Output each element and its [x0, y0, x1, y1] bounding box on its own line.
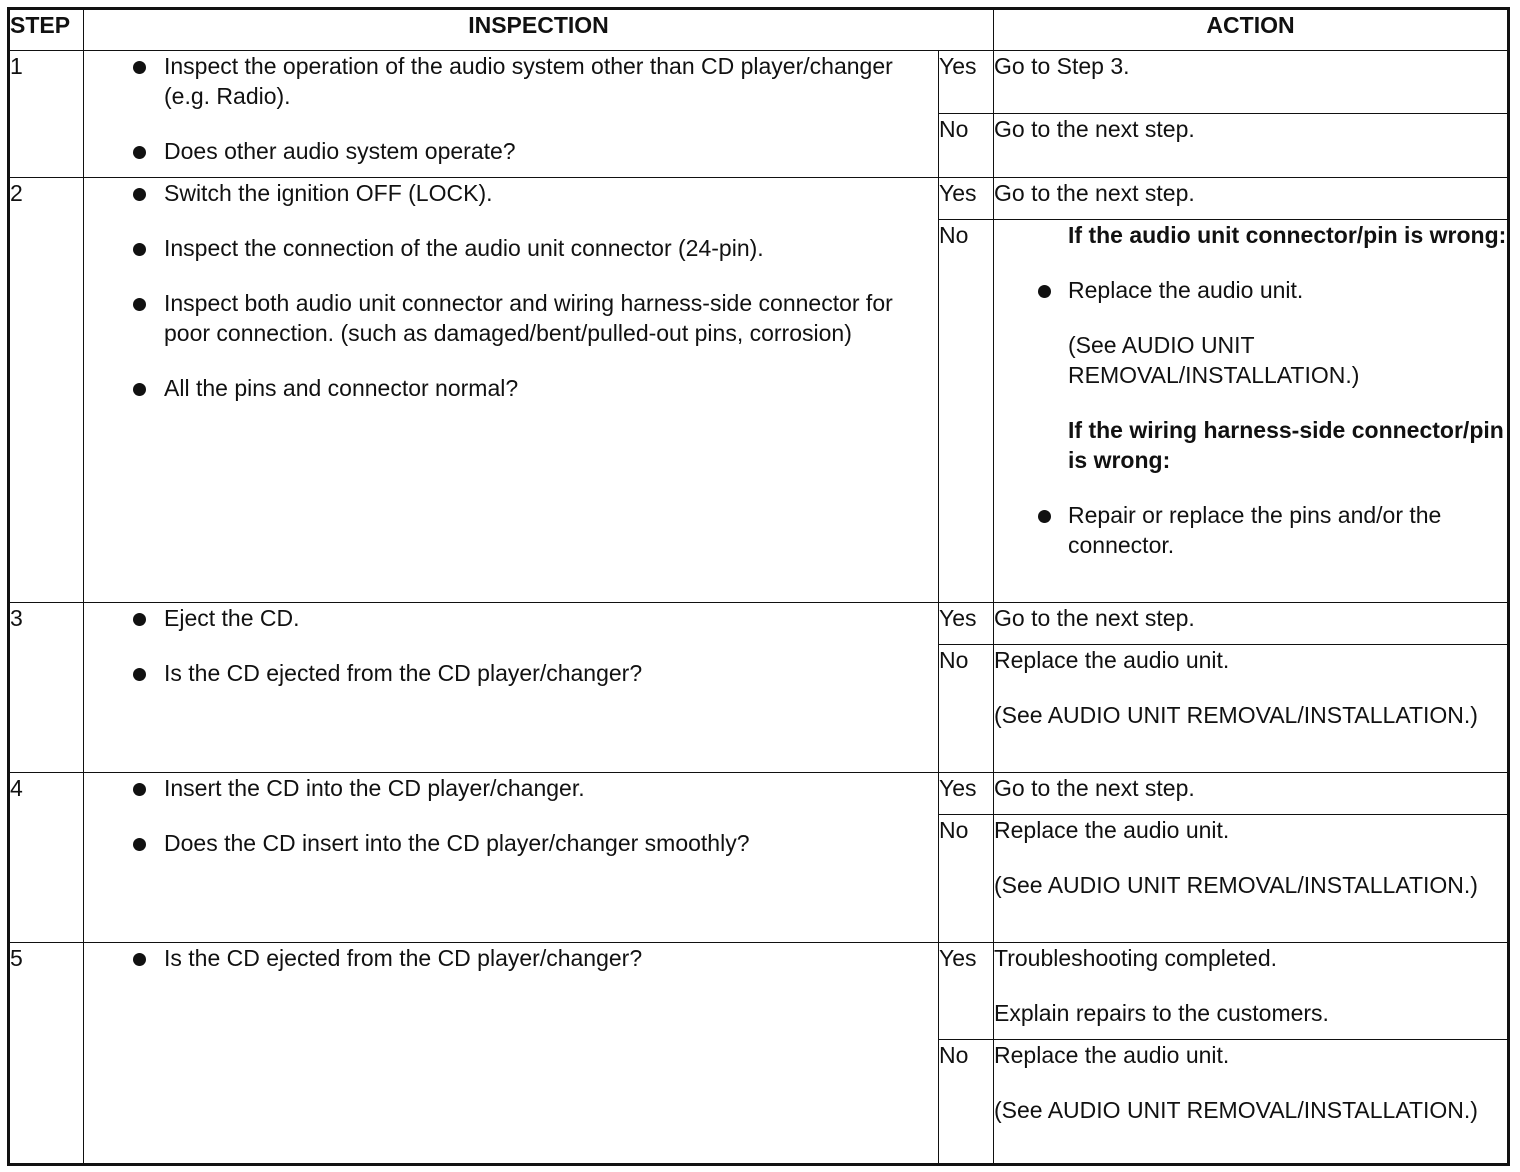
action-text: Go to the next step. [994, 775, 1195, 801]
step-number: 4 [9, 773, 84, 943]
action-text: Replace the audio unit. [994, 817, 1230, 843]
inspection-item: Does other audio system operate? [84, 136, 938, 166]
yes-action [994, 603, 1509, 645]
yes-label: Yes [939, 178, 994, 220]
yes-label: Yes [939, 603, 994, 645]
inspection-item: Inspect both audio unit connector and wiring harness-side connector for poor connection. (such as damaged/bent/pulled-out pins, corrosion) [84, 288, 938, 348]
inspection-item: All the pins and connector normal? [84, 373, 938, 403]
step-row-3 [9, 603, 1509, 645]
step-row-5 [9, 943, 1509, 1040]
inspection-item: Insert the CD into the CD player/changer. [84, 773, 938, 803]
action-text: Replace the audio unit. [994, 1042, 1230, 1068]
yes-action [994, 51, 1509, 114]
inspection-item: Inspect the operation of the audio system other than CD player/changer (e.g. Radio). [84, 51, 938, 111]
step-row-1 [9, 51, 1509, 114]
step-number: 5 [9, 943, 84, 1165]
reference-text: (See AUDIO UNIT REMOVAL/INSTALLATION.) [1068, 332, 1360, 388]
yes-label: Yes [939, 943, 994, 1040]
yes-label: Yes [939, 773, 994, 815]
inspection-cell [84, 603, 939, 773]
inspection-cell [84, 51, 939, 178]
action-text: Troubleshooting completed. [994, 945, 1278, 971]
reference-text: (See AUDIO UNIT REMOVAL/INSTALLATION.) [994, 872, 1478, 898]
action-text: Replace the audio unit. [994, 647, 1230, 673]
no-action [994, 645, 1509, 773]
action-text: Go to the next step. [994, 116, 1195, 142]
no-label: No [939, 114, 994, 178]
header-inspection: INSPECTION [84, 9, 994, 51]
no-action [994, 1040, 1509, 1165]
no-label: No [939, 645, 994, 773]
yes-action [994, 773, 1509, 815]
inspection-cell [84, 773, 939, 943]
inspection-cell [84, 943, 939, 1165]
yes-label: Yes [939, 51, 994, 114]
step-row-4 [9, 773, 1509, 815]
step-number: 1 [9, 51, 84, 178]
header-step: STEP [9, 9, 84, 51]
inspection-item: Inspect the connection of the audio unit connector (24-pin). [84, 233, 938, 263]
yes-action [994, 943, 1509, 1040]
troubleshooting-table [7, 7, 1510, 1166]
header-row [9, 9, 1509, 51]
action-text: Explain repairs to the customers. [994, 1000, 1329, 1026]
no-action [994, 220, 1509, 603]
inspection-item: Switch the ignition OFF (LOCK). [84, 178, 938, 208]
no-label: No [939, 220, 994, 603]
inspection-item: Eject the CD. [84, 603, 938, 633]
action-item: Repair or replace the pins and/or the connector. [994, 500, 1507, 560]
inspection-item: Is the CD ejected from the CD player/changer? [84, 658, 938, 688]
action-text: Go to the next step. [994, 605, 1195, 631]
condition-heading: If the audio unit connector/pin is wrong: [1068, 222, 1507, 248]
inspection-cell [84, 178, 939, 603]
step-row-2 [9, 178, 1509, 220]
header-action: ACTION [994, 9, 1509, 51]
yes-action [994, 178, 1509, 220]
step-number: 2 [9, 178, 84, 603]
action-item: Replace the audio unit. [994, 275, 1507, 305]
action-text: Go to Step 3. [994, 53, 1130, 79]
inspection-item: Is the CD ejected from the CD player/changer? [84, 943, 938, 973]
no-action [994, 114, 1509, 178]
action-text: Go to the next step. [994, 180, 1195, 206]
reference-text: (See AUDIO UNIT REMOVAL/INSTALLATION.) [994, 1097, 1478, 1123]
no-label: No [939, 1040, 994, 1165]
no-action [994, 815, 1509, 943]
reference-text: (See AUDIO UNIT REMOVAL/INSTALLATION.) [994, 702, 1478, 728]
condition-heading: If the wiring harness-side connector/pin is wrong: [1068, 417, 1504, 473]
inspection-item: Does the CD insert into the CD player/changer smoothly? [84, 828, 938, 858]
no-label: No [939, 815, 994, 943]
step-number: 3 [9, 603, 84, 773]
